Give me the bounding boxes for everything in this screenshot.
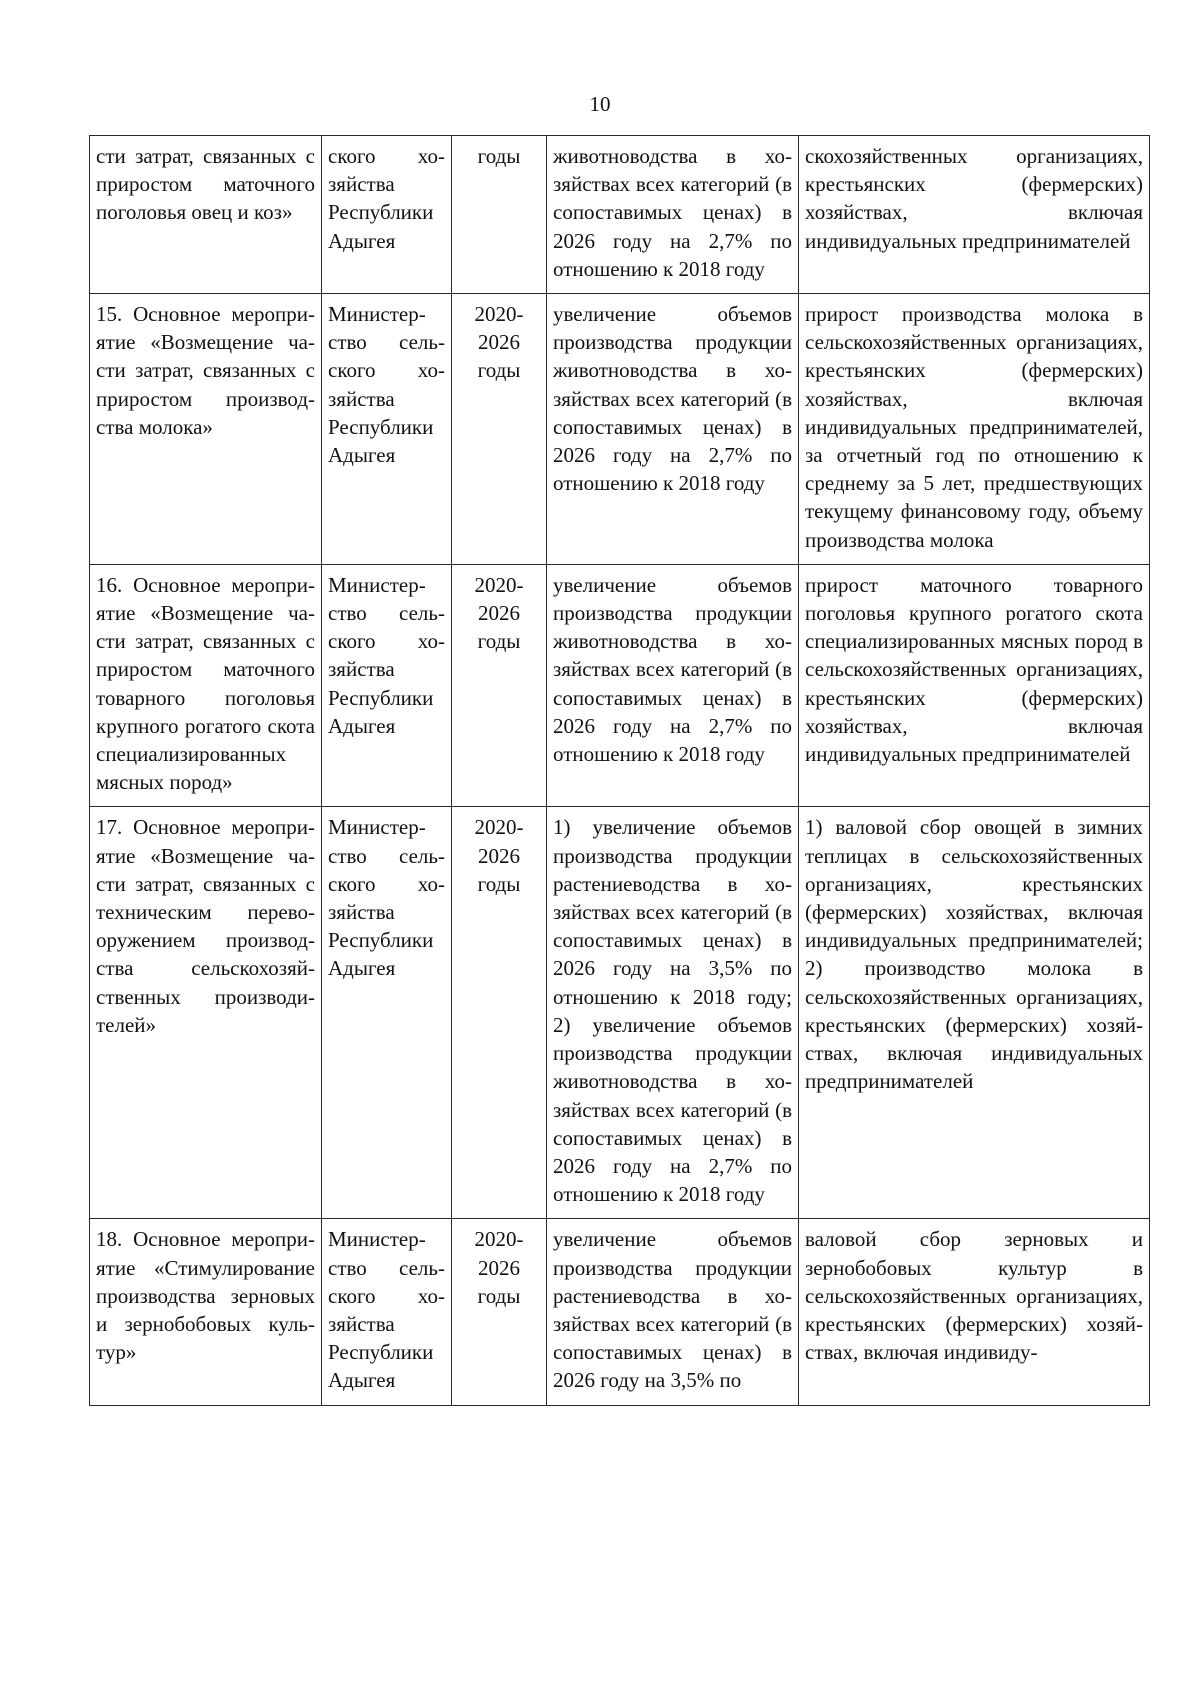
executor-cell: Министерство сельского хозяйства Республики Адыгея — [322, 564, 452, 807]
expected-result-cell: животноводства в хозяйствах всех категорий (в сопоставимых ценах) в 2026 году на 2,7% по отношению к 2018 году — [547, 136, 799, 294]
period-cell: 2020-2026 годы — [452, 294, 547, 565]
expected-result-cell: увеличение объемов производства продукции животноводства в хозяйствах всех категорий (в сопоставимых ценах) в 2026 году на 2,7% по отношению к 2018 году — [547, 564, 799, 807]
expected-result-cell: увеличение объемов производства продукции растениеводства в хозяйствах всех категорий (в сопоставимых ценах) в 2026 году на 3,5% по — [547, 1219, 799, 1405]
executor-cell: Министерство сельского хозяйства Республики Адыгея — [322, 294, 452, 565]
expected-result-cell: 1) увеличение объемов производства продукции растениеводства в хозяйствах всех категорий (в сопоставимых ценах) в 2026 году на 3,5% по отношению к 2018 году; 2) увеличение объемов производства продукции животноводства в хозяйствах всех категорий (в сопоставимых ценах) в 2026 году на 2,7% по отношению к 2018 году — [547, 807, 799, 1219]
measures-table — [89, 135, 1150, 1406]
executor-cell: Министерство сельского хозяйства Республики Адыгея — [322, 1219, 452, 1405]
measure-title-cell: 18. Основное мероприятие «Стимулирование производства зерновых и зернобобовых культур» — [90, 1219, 322, 1405]
measure-title-cell: 15. Основное мероприятие «Возмещение части затрат, связанных с приростом производства молока» — [90, 294, 322, 565]
page-number: 10 — [589, 92, 611, 116]
indicator-cell: прирост маточного товарного поголовья крупного рогатого скота специализированных мясных пород в сельскохозяйственных организациях, крестьянских (фермерских) хозяйствах, включая индивидуальных предпринимателей — [799, 564, 1150, 807]
table-row — [90, 294, 1150, 565]
indicator-cell: скохозяйственных организациях, крестьянских (фермерских) хозяйствах, включая индивидуальных предпринимателей — [799, 136, 1150, 294]
period-cell: 2020-2026 годы — [452, 807, 547, 1219]
table-row — [90, 564, 1150, 807]
indicator-cell: валовой сбор зерновых и зернобобовых культур в сельскохозяйственных организациях, крестьянских (фермерских) хозяйствах, включая индивиду- — [799, 1219, 1150, 1405]
executor-cell: Министерство сельского хозяйства Республики Адыгея — [322, 807, 452, 1219]
indicator-cell: прирост производства молока в сельскохозяйственных организациях, крестьянских (фермерских) хозяйствах, включая индивидуальных предпринимателей, за отчетный год по отношению к среднему за 5 лет, предшествующих текущему финансовому году, объему производства молока — [799, 294, 1150, 565]
period-cell: годы — [452, 136, 547, 294]
period-cell: 2020-2026 годы — [452, 564, 547, 807]
expected-result-cell: увеличение объемов производства продукции животноводства в хозяйствах всех категорий (в сопоставимых ценах) в 2026 году на 2,7% по отношению к 2018 году — [547, 294, 799, 565]
measure-title-cell: 17. Основное мероприятие «Возмещение части затрат, связанных с техническим перевооружением производства сельскохозяйственных производителей» — [90, 807, 322, 1219]
executor-cell: ского хозяйства Республики Адыгея — [322, 136, 452, 294]
measure-title-cell: сти затрат, связанных с приростом маточного поголовья овец и коз» — [90, 136, 322, 294]
table-row — [90, 1219, 1150, 1405]
table-row — [90, 136, 1150, 294]
measure-title-cell: 16. Основное мероприятие «Возмещение части затрат, связанных с приростом маточного товарного поголовья крупного рогатого скота специализированных мясных пород» — [90, 564, 322, 807]
indicator-cell: 1) валовой сбор овощей в зимних теплицах в сельскохозяйственных организациях, крестьянских (фермерских) хозяйствах, включая индивидуальных предпринимателей; 2) производство молока в сельскохозяйственных организациях, крестьянских (фермерских) хозяйствах, включая индивидуальных предпринимателей — [799, 807, 1150, 1219]
period-cell: 2020-2026 годы — [452, 1219, 547, 1405]
table-row — [90, 807, 1150, 1219]
